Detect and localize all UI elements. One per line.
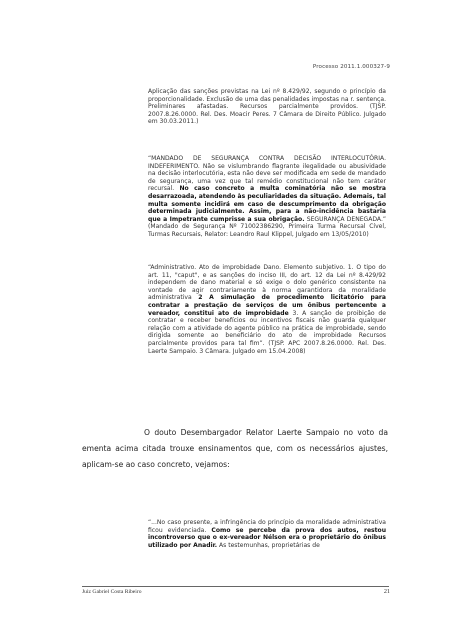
quote-2-text-end: SEGURANÇA DENEGADA.” (Mandado de Segurança Nº 71002386290, Primeira Turma Recursal Cível, Turmas Recursais, Relator: Leandro Raul Klippel, Julgado em 13/05/2010) [148, 215, 386, 238]
quote-block-4 [148, 519, 386, 549]
quote-4-paragraph [148, 519, 386, 549]
quote-block-3 [148, 264, 386, 355]
process-number: Processo 2011.1.000327-9 [312, 64, 390, 70]
quote-2-paragraph [148, 155, 386, 239]
quote-block-2 [148, 155, 386, 239]
footer-judge-name: Juiz Gabriel Costa Ribeiro [82, 589, 142, 595]
quote-3-bold-text: 2 A simulação de procedimento licitatório para contratar a prestação de serviços de um ônibus pertencente a vereador, constitui ato de improbidade [148, 294, 386, 317]
quote-3-paragraph [148, 264, 386, 355]
quote-3-text-end: 3. A sanção de proibição de contratar e receber benefícios ou incentivos fiscais não guarda qualquer relação com a atividade do agente público na prática de improbidade, sendo dirigida somente ao beneficiário do ato de improbidade Recursos parcialmente providos para tal fim”. (TJSP. APC 2007.8.26.0000. Rel. Des. Laerte Sampaio. 3 Câmara. Julgado em 15.04.2008) [148, 309, 386, 355]
footer-divider [82, 586, 389, 587]
quote-4-text-end: As testemunhas, proprietárias de [217, 541, 320, 549]
quote-4-text-start: “...No caso presente, a infringência do princípio da moralidade administrativa ficou evidenciada. [148, 519, 386, 534]
quote-block-1 [148, 88, 386, 126]
quote-1-text: Aplicação das sanções previstas na Lei nº 8.429/92, segundo o princípio da proporcionalidade. Exclusão de uma das penalidades impostas na r. sentença. Preliminares afastadas. Recursos parcialmente providos. (TJSP. 2007.8.26.0000. Rel. Des. Moacir Peres. 7 Câmara de Direito Público. Julgado em 30.03.2011.) [148, 88, 386, 126]
quote-2-bold-text: No caso concreto a multa cominatória não se mostra desarrazoada, atendendo às peculiaridades da situação. Ademais, tal multa somente incidirá em caso de descumprimento da obrigação determinada judicialmente. Assim, para a não-incidência bastaria que a Impetrante cumprisse a sua obrigação. [148, 185, 386, 223]
quote-4-bold-text: Como se percebe da prova dos autos, restou incontroverso que o ex-vereador Nélson era o proprietário do ônibus utilizado por Anadir. [148, 526, 386, 549]
quote-2-text-start: “MANDADO DE SEGURANÇA CONTRA DECISÃO INTERLOCUTÓRIA. INDEFERIMENTO. Não se vislumbrando flagrante ilegalidade ou abusividade na decisão interlocutória, esta não deve ser modificada em sede de mandado de segurança, uma vez que tal remédio constitucional não tem caráter recursal. [148, 155, 386, 193]
body-paragraph: O douto Desembargador Relator Laerte Sampaio no voto da ementa acima citada trouxe ensinamentos que, com os necessários ajustes, aplicam-se ao caso concreto, vejamos: [82, 428, 388, 469]
quote-3-text-start: “Administrativo. Ato de improbidade Dano. Elemento subjetivo. 1. O tipo do art. 11, "caput", e as sanções do inciso III, do art. 12 da Lei nº 8.429/92 independem de dano material e só exige o dolo genérico consistente na vontade de agir contrariamente à norma garantidora da moralidade administrativa [148, 264, 386, 302]
page-number: 21 [383, 588, 390, 595]
